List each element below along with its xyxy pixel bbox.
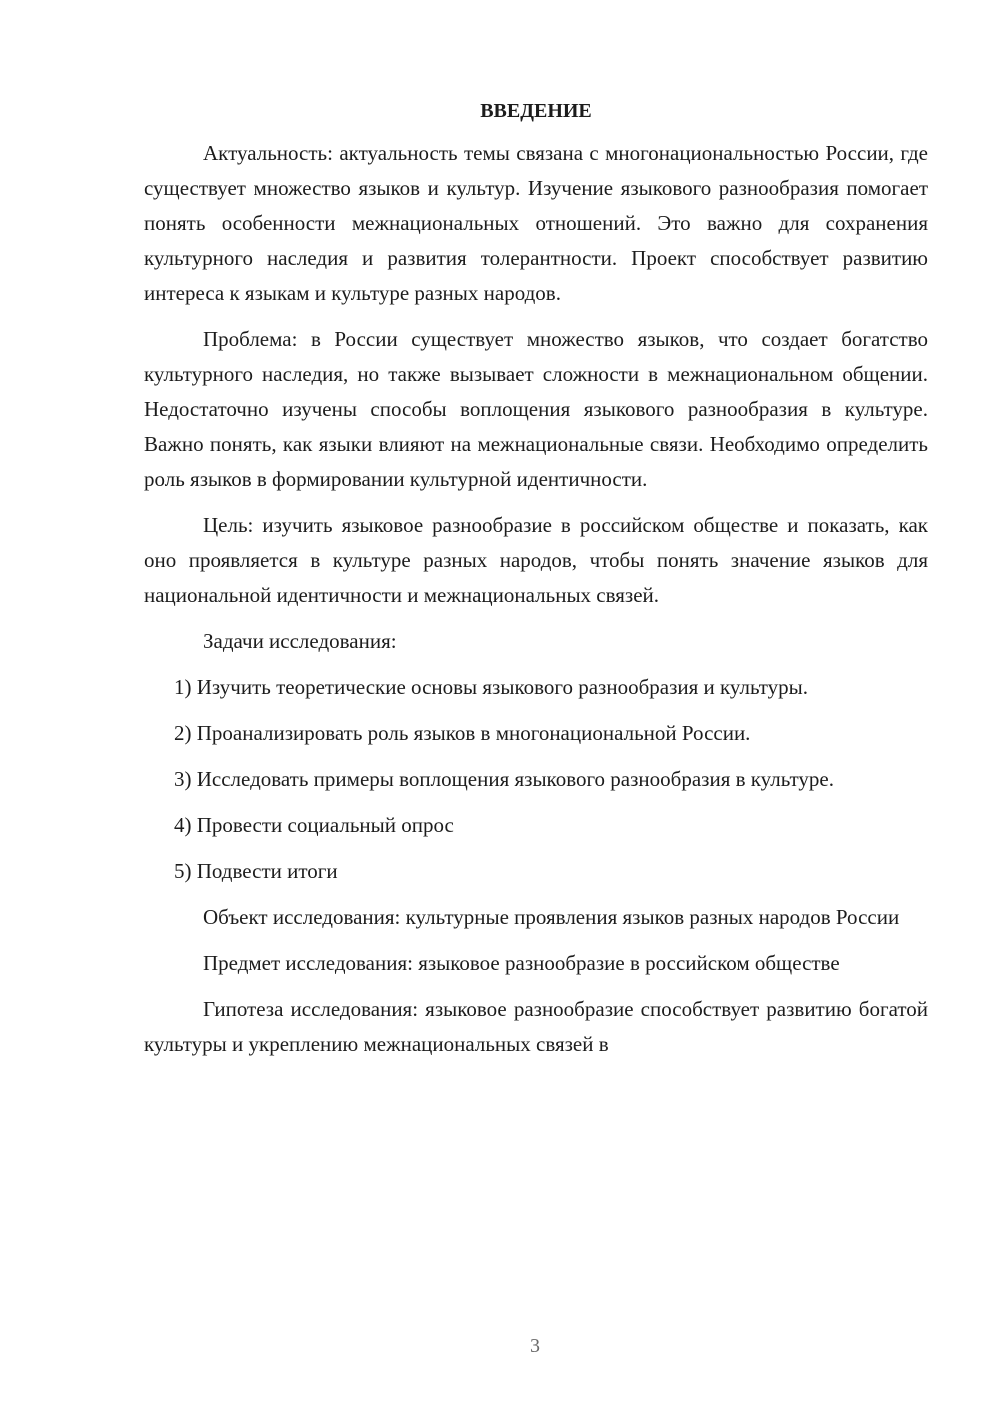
section-title: ВВЕДЕНИЕ: [480, 100, 592, 122]
task-item-4: 4) Провести социальный опрос: [174, 813, 454, 837]
task-item-2: 2) Проанализировать роль языков в многонациональной России.: [174, 721, 751, 745]
problem-paragraph: Проблема: в России существует множество языков, что создает богатство культурного наследия, но также вызывает сложности в межнациональном общении. Недостаточно изучены способы воплощения языкового разнообразия в культуре. Важно понять, как языки влияют на межнациональные связи. Необходимо определить роль языков в формировании культурной идентичности.: [144, 327, 928, 491]
subject-paragraph: Предмет исследования: языковое разнообразие в российском обществе: [203, 951, 840, 975]
hypothesis-paragraph: Гипотеза исследования: языковое разнообразие способствует развитию богатой культуры и укреплению межнациональных связей в: [144, 997, 928, 1056]
task-item-3: 3) Исследовать примеры воплощения языкового разнообразия в культуре.: [174, 767, 834, 791]
object-paragraph: Объект исследования: культурные проявления языков разных народов России: [203, 905, 900, 929]
task-item-1: 1) Изучить теоретические основы языкового разнообразия и культуры.: [174, 675, 808, 699]
page-number: 3: [530, 1335, 540, 1357]
task-item-5: 5) Подвести итоги: [174, 859, 338, 883]
tasks-heading: Задачи исследования:: [203, 629, 397, 653]
goal-paragraph: Цель: изучить языковое разнообразие в российском обществе и показать, как оно проявляется в культуре разных народов, чтобы понять значение языков для национальной идентичности и межнациональных связей.: [144, 513, 928, 607]
document-page: [144, 96, 928, 1073]
relevance-paragraph: Актуальность: актуальность темы связана с многонациональностью России, где существует множество языков и культур. Изучение языкового разнообразия помогает понять особенности межнациональных отношений. Это важно для сохранения культурного наследия и развития толерантности. Проект способствует развитию интереса к языкам и культуре разных народов.: [144, 141, 928, 305]
